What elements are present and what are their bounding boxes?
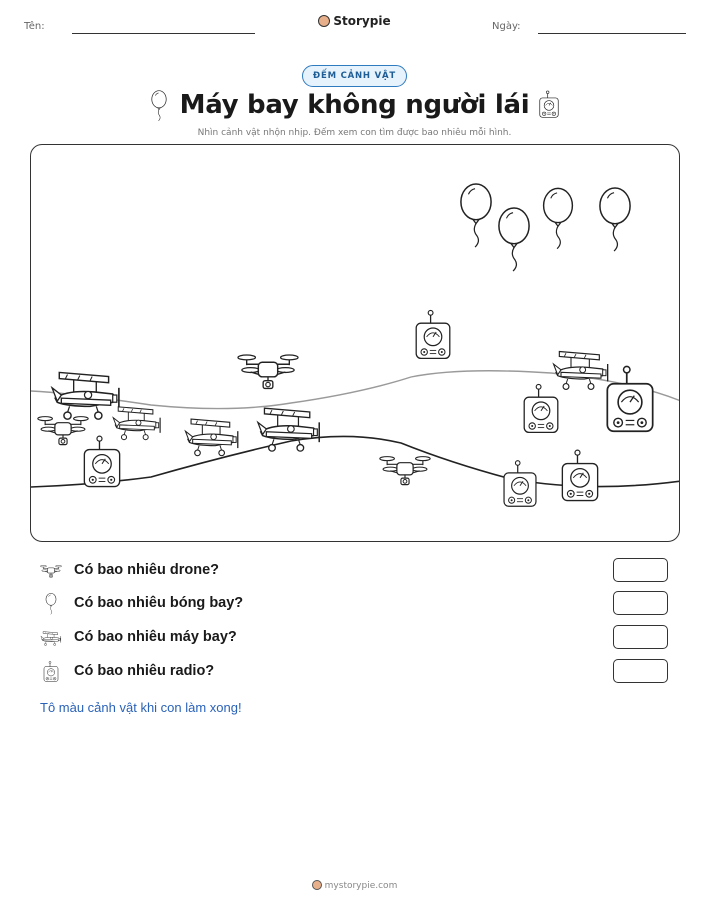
drone-icon (237, 351, 299, 391)
radio-icon (413, 309, 453, 363)
radio-icon (81, 435, 123, 491)
question-row-drone (40, 558, 670, 584)
balloon-icon (40, 593, 62, 615)
name-field[interactable] (72, 33, 255, 34)
radio-icon (559, 447, 601, 507)
answer-box[interactable] (613, 591, 668, 615)
biplane-icon (255, 403, 323, 453)
footer (0, 880, 709, 891)
title-radio-icon (538, 90, 560, 120)
answer-box[interactable] (613, 558, 668, 582)
question-row-radio (40, 659, 670, 685)
question-text: Có bao nhiêu drone? (74, 562, 219, 578)
question-text: Có bao nhiêu bóng bay? (74, 595, 244, 611)
page-title: Máy bay không người lái (179, 90, 530, 120)
question-text: Có bao nhiêu máy bay? (74, 629, 237, 645)
category-badge: ĐẾM CẢNH VẬT (302, 65, 407, 87)
radio-icon (521, 383, 561, 437)
question-row-biplane (40, 625, 670, 651)
counting-scene (30, 144, 680, 542)
question-row-balloon (40, 591, 670, 617)
answer-box[interactable] (613, 625, 668, 649)
question-text: Có bao nhiêu radio? (74, 663, 215, 679)
instructions: Nhìn cảnh vật nhộn nhịp. Đếm xem con tìm được bao nhiêu mỗi hình. (197, 128, 512, 138)
drone-icon (40, 560, 62, 582)
date-field[interactable] (538, 33, 686, 34)
brand-logo (0, 14, 709, 28)
radio-icon (501, 459, 539, 511)
bear-logo-icon (318, 15, 330, 27)
drone-icon (379, 453, 431, 487)
date-label: Ngày: (492, 21, 521, 32)
balloon-icon (457, 183, 495, 249)
brand-name: Storypie (333, 14, 391, 28)
balloon-icon (495, 207, 533, 273)
radio-icon (40, 661, 62, 683)
name-label: Tên: (24, 21, 45, 32)
biplane-icon (183, 415, 241, 457)
footer-site: mystorypie.com (324, 881, 398, 891)
balloon-icon (596, 187, 634, 253)
balloon-icon (540, 187, 576, 251)
bear-logo-icon (312, 880, 322, 890)
radio-icon (603, 365, 657, 437)
coloring-note: Tô màu cảnh vật khi con làm xong! (40, 700, 242, 715)
biplane-icon (40, 627, 62, 649)
answer-box[interactable] (613, 659, 668, 683)
